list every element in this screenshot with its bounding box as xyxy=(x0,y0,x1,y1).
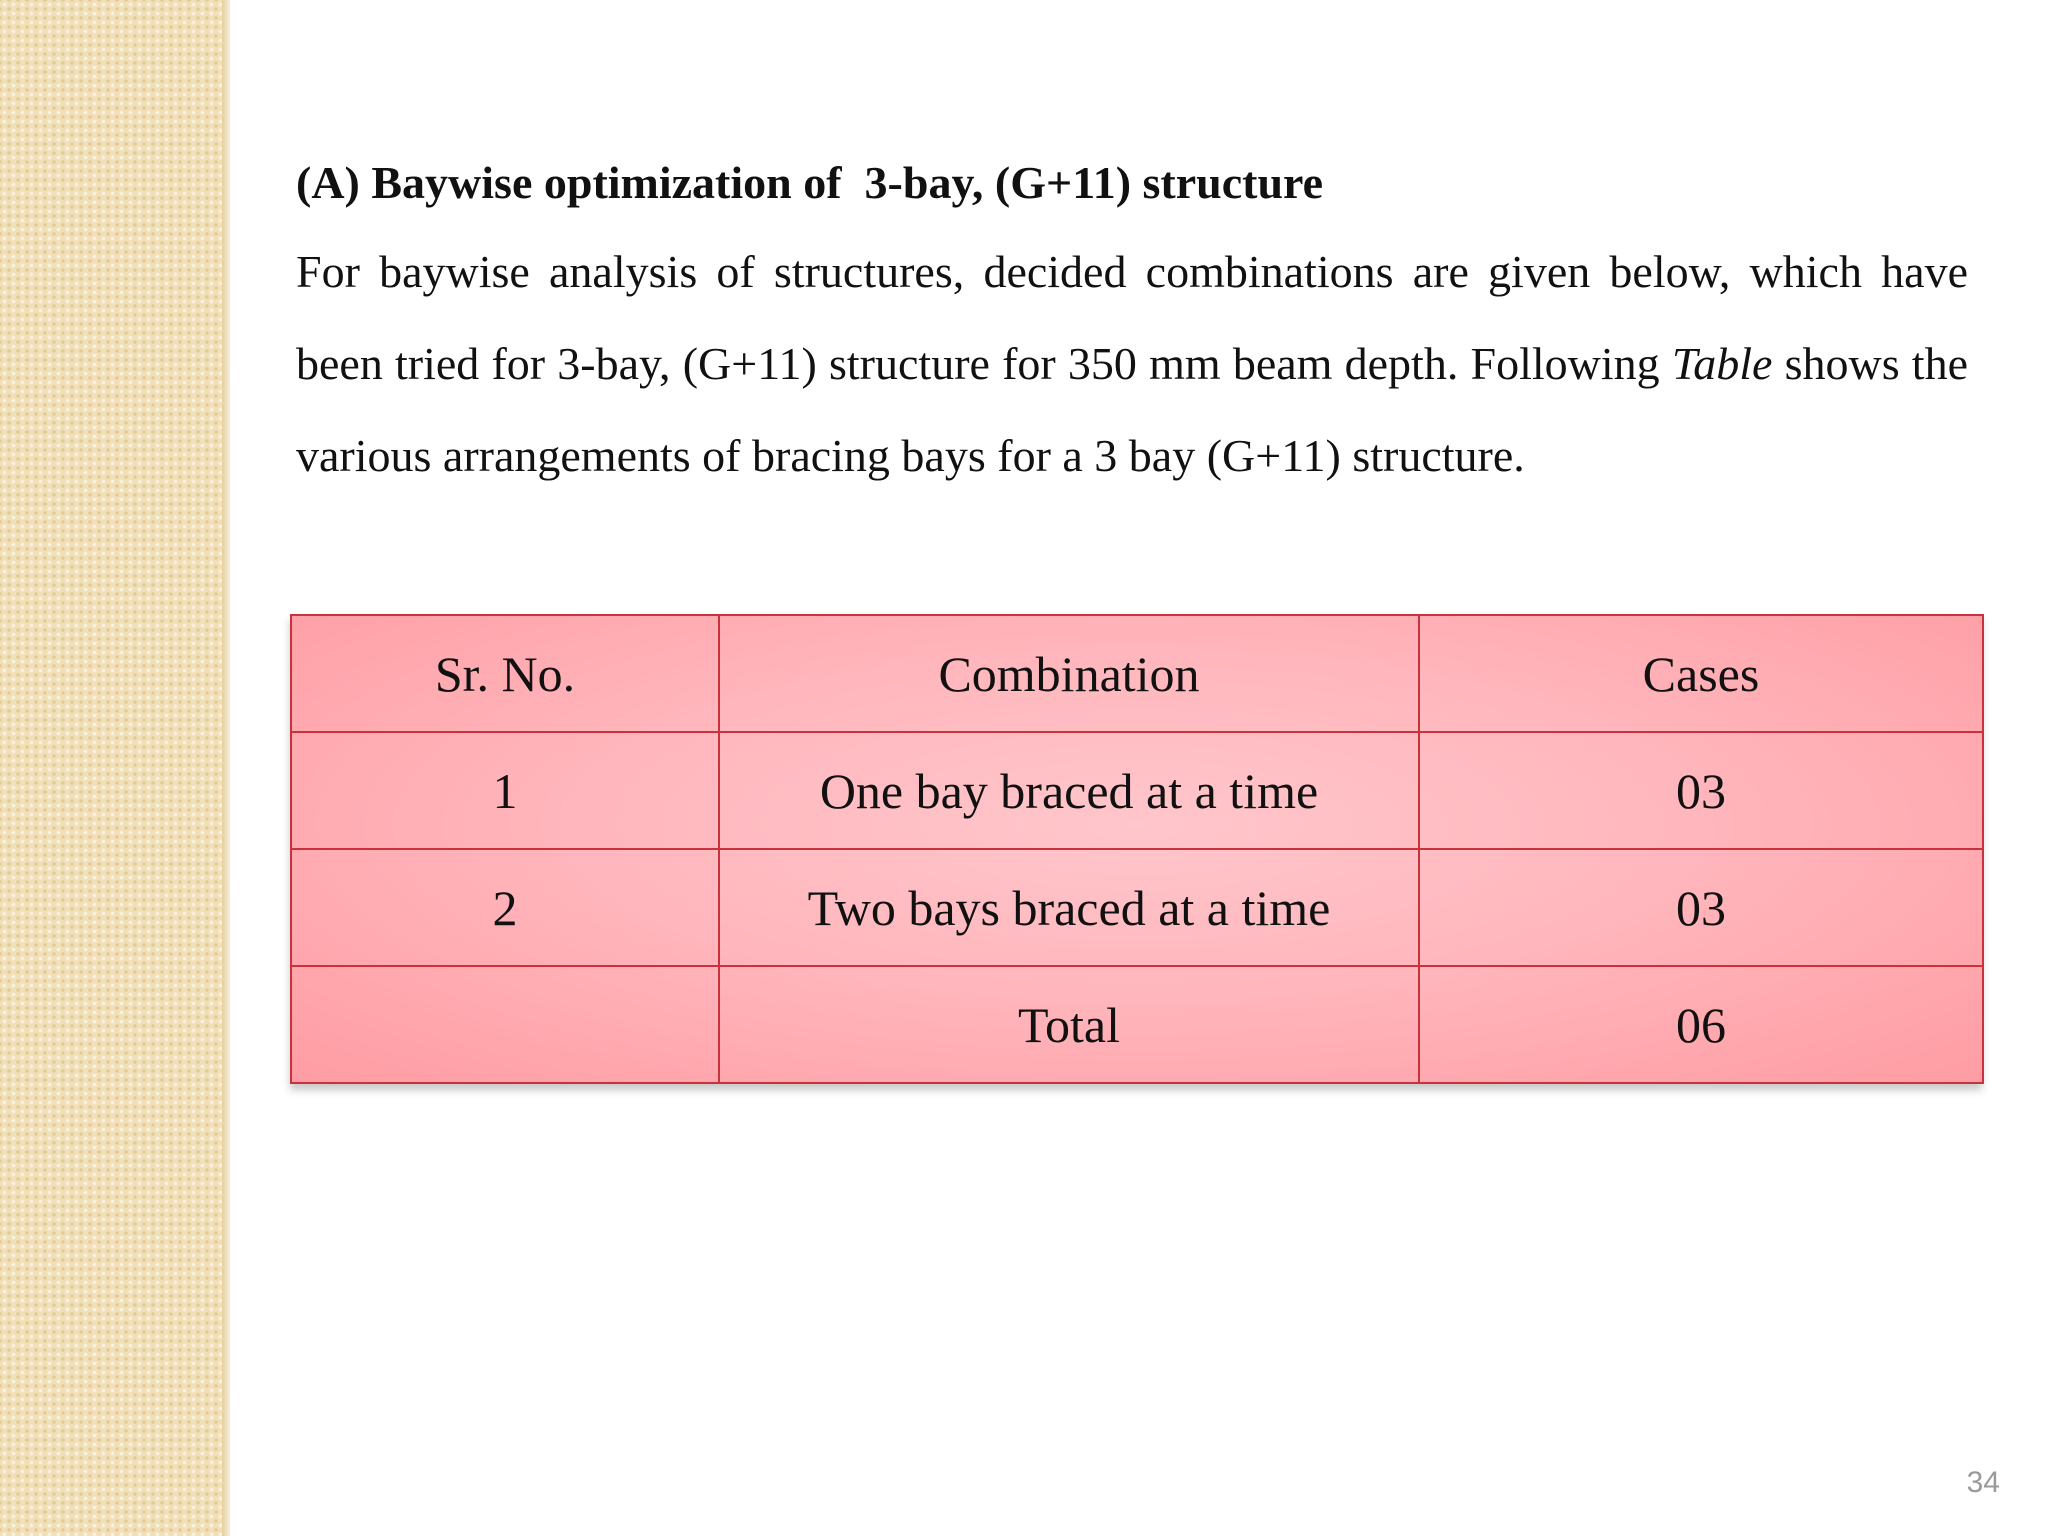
decorative-side-strip xyxy=(0,0,222,1536)
cell-sr-no xyxy=(291,966,719,1083)
page-number: 34 xyxy=(1966,1466,2000,1499)
header-combination: Combination xyxy=(719,615,1419,732)
cell-combination: One bay braced at a time xyxy=(719,732,1419,849)
cell-sr-no: 2 xyxy=(291,849,719,966)
cell-combination: Two bays braced at a time xyxy=(719,849,1419,966)
cell-total-cases: 06 xyxy=(1419,966,1983,1083)
table-row xyxy=(291,732,1983,849)
slide-content xyxy=(296,150,1968,502)
combinations-table xyxy=(290,614,1984,1084)
header-cases: Cases xyxy=(1419,615,1983,732)
combinations-table-container xyxy=(290,614,1982,1084)
table-row xyxy=(291,849,1983,966)
cell-total-label: Total xyxy=(719,966,1419,1083)
slide-heading: (A) Baywise optimization of 3-bay, (G+11) structure xyxy=(296,157,1324,208)
paragraph-text-end: shows the various arrangements of bracing bays for a 3 bay (G+11) structure. xyxy=(296,338,1968,481)
table-header-row xyxy=(291,615,1983,732)
slide-paragraph xyxy=(296,226,1968,502)
side-strip-edge xyxy=(222,0,230,1536)
table-total-row xyxy=(291,966,1983,1083)
cell-cases: 03 xyxy=(1419,732,1983,849)
cell-cases: 03 xyxy=(1419,849,1983,966)
cell-sr-no: 1 xyxy=(291,732,719,849)
paragraph-italic-word: Table xyxy=(1671,338,1773,389)
paragraph-text-start: For baywise analysis of structures, decided combinations are given below, which have been tried for 3-bay, (G+11) structure for 350 mm beam depth. Following xyxy=(296,246,1968,389)
header-sr-no: Sr. No. xyxy=(291,615,719,732)
